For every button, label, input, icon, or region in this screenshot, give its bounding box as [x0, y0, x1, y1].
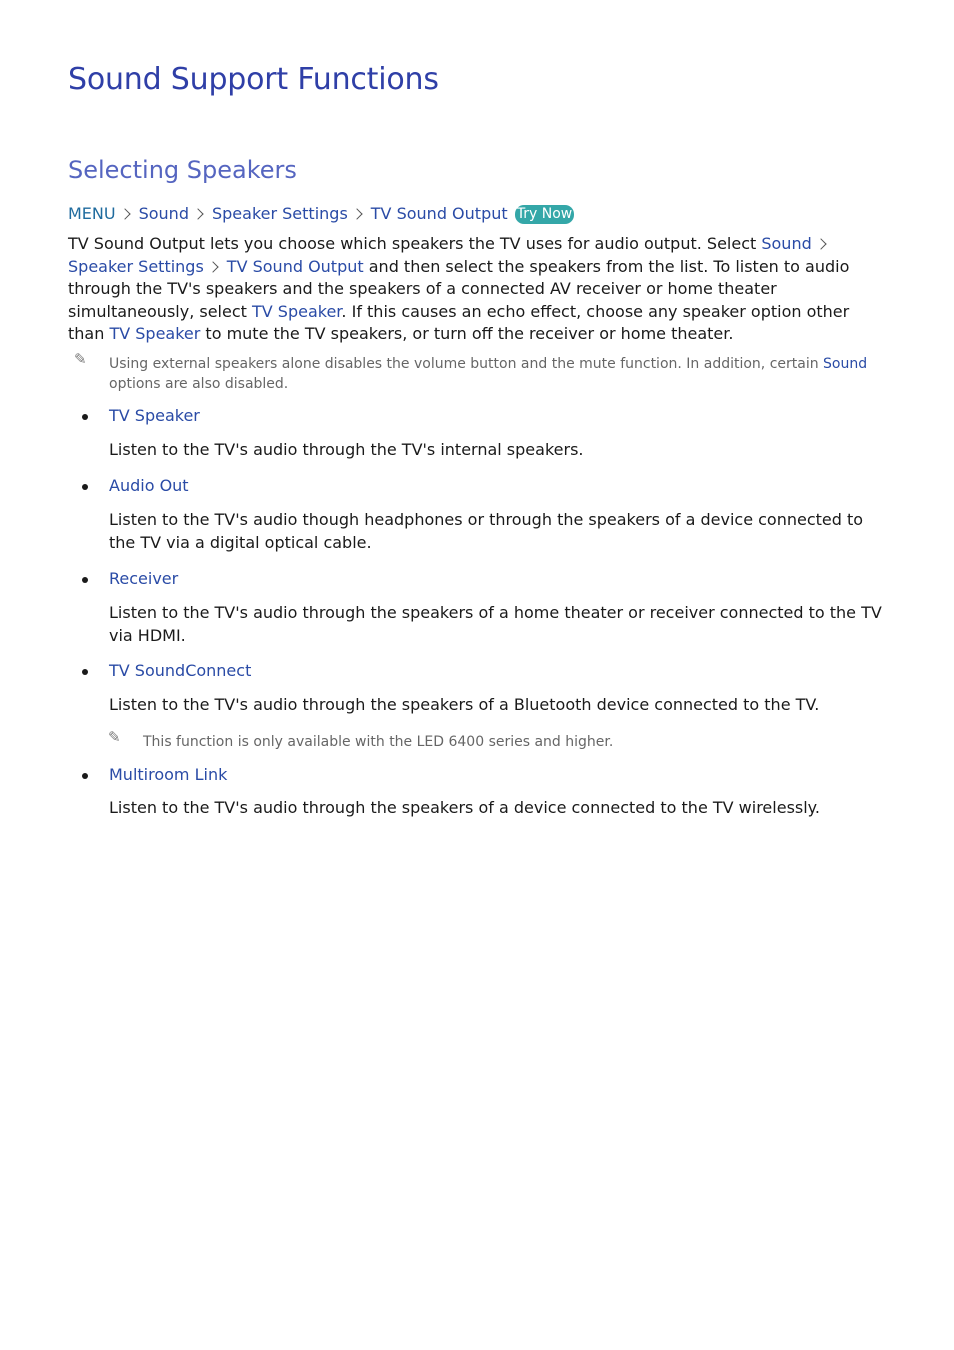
bullet-icon — [82, 414, 88, 420]
intro-paragraph — [68, 233, 888, 346]
item-title-tv-speaker: TV Speaker — [109, 406, 200, 425]
menu-path — [68, 204, 574, 224]
bullet-icon — [82, 773, 88, 779]
intro-text-2: and then select the speakers from the list. To listen to audio through the TV's speakers and the speakers of a connected AV receiver or home theater simultaneously, select — [68, 256, 850, 321]
note1-link-sound: Sound — [823, 356, 868, 372]
path-tv-sound-output: TV Sound Output — [370, 204, 508, 223]
chevron-right-icon — [351, 208, 362, 219]
intro-link-tv-sound-output: TV Sound Output — [226, 256, 364, 276]
note-external-speakers — [109, 354, 888, 394]
chevron-right-icon — [207, 261, 218, 272]
intro-text-4: to mute the TV speakers, or turn off the receiver or home theater. — [200, 324, 734, 343]
bullet-icon — [82, 484, 88, 490]
try-now-button[interactable]: Try Now — [516, 206, 573, 222]
item-desc-receiver: Listen to the TV's audio through the speakers of a home theater or receiver connected to the TV via HDMI. — [109, 603, 882, 645]
pencil-icon: ✎ — [74, 350, 87, 368]
item-desc-multiroom-link: Listen to the TV's audio through the speakers of a device connected to the TV wirelessly. — [109, 798, 820, 817]
chevron-right-icon — [192, 208, 203, 219]
chevron-right-icon — [119, 208, 130, 219]
page-title: Sound Support Functions — [68, 62, 439, 97]
note1-text-2: options are also disabled. — [109, 376, 289, 392]
path-menu: MENU — [68, 204, 116, 223]
note-led-series: This function is only available with the LED 6400 series and higher. — [143, 734, 614, 750]
path-sound: Sound — [138, 204, 189, 223]
bullet-icon — [82, 577, 88, 583]
item-desc-tv-speaker: Listen to the TV's audio through the TV's internal speakers. — [109, 440, 584, 459]
section-title: Selecting Speakers — [68, 156, 297, 184]
intro-text-3: . If this causes an echo effect, choose any speaker option other than — [68, 301, 850, 343]
intro-link-speaker-settings: Speaker Settings — [68, 256, 204, 276]
intro-text-1: TV Sound Output lets you choose which speakers the TV uses for audio output. Select — [68, 234, 762, 253]
bullet-icon — [82, 669, 88, 675]
item-title-multiroom-link: Multiroom Link — [109, 765, 228, 784]
intro-link-tv-speaker: TV Speaker — [252, 301, 342, 321]
item-title-tv-soundconnect: TV SoundConnect — [109, 661, 252, 680]
intro-link-tv-speaker-2: TV Speaker — [109, 324, 201, 343]
item-title-audio-out: Audio Out — [109, 476, 189, 495]
item-desc-tv-soundconnect: Listen to the TV's audio through the speakers of a Bluetooth device connected to the TV. — [109, 695, 820, 714]
item-desc-audio-out: Listen to the TV's audio though headphones or through the speakers of a device connected to the TV via a digital optical cable. — [109, 510, 864, 552]
pencil-icon: ✎ — [108, 728, 121, 746]
note1-text-1: Using external speakers alone disables the volume button and the mute function. In addition, certain — [109, 356, 824, 372]
intro-link-sound: Sound — [761, 234, 812, 253]
item-title-receiver: Receiver — [109, 569, 179, 588]
chevron-right-icon — [815, 238, 826, 249]
path-speaker-settings: Speaker Settings — [211, 204, 348, 223]
